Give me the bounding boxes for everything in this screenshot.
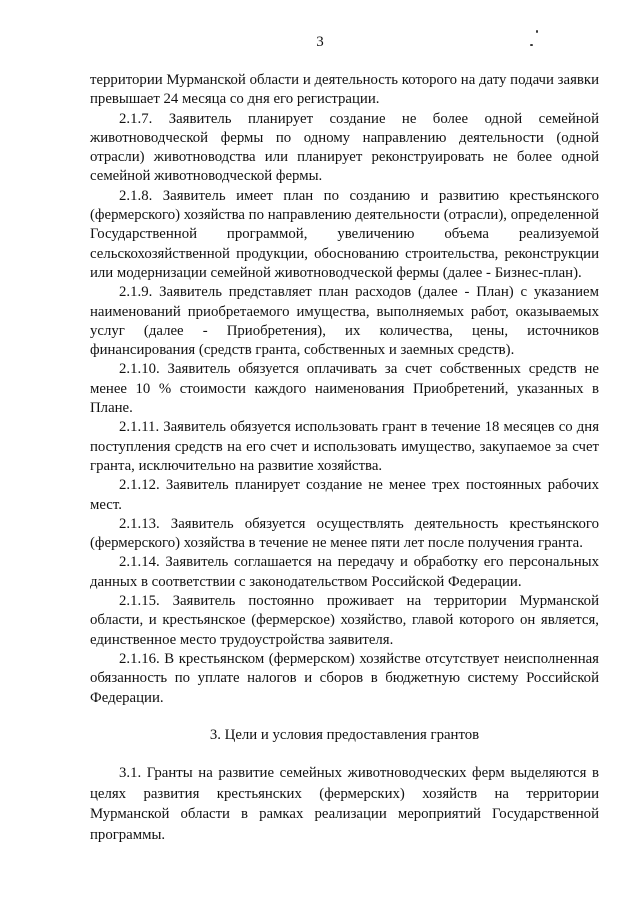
paragraph-2-1-12: 2.1.12. Заявитель планирует создание не менее трех постоянных рабочих мест. [90,477,599,513]
document-body [90,71,599,845]
paragraph-2-1-14: 2.1.14. Заявитель соглашается на передачу и обработку его персональных данных в соответствии с законодательством Российской Федерации. [90,554,599,590]
section-heading: 3. Цели и условия предоставления грантов [209,726,480,743]
paragraph-2-1-11: 2.1.11. Заявитель обязуется использовать грант в течение 18 месяцев со дня поступления средств на его счет и использовать имущество, закупаемое за счет гранта, исключительно на развитие хозяйства. [90,419,599,474]
paragraph-2-1-8: 2.1.8. Заявитель имеет план по созданию и развитию крестьянского (фермерского) хозяйства по направлению деятельности (отрасли), определенной Государственной программой, увеличению объема реализуемой сельскохозяйственной продукции, обоснованию строительства, реконструкции или модернизации семейной животноводческой фермы (далее - Бизнес-план). [90,187,599,281]
scan-speck [530,44,533,46]
paragraph-3-1: 3.1. Гранты на развитие семейных животноводческих ферм выделяются в целях развития крестьянских (фермерских) хозяйств на территории Мурманской области в рамках реализации мероприятий Государственной программы. [90,765,599,843]
paragraph-intro: территории Мурманской области и деятельность которого на дату подачи заявки превышает 24 месяца со дня его регистрации. [90,72,599,108]
paragraph-2-1-13: 2.1.13. Заявитель обязуется осуществлять деятельность крестьянского (фермерского) хозяйства в течение не менее пяти лет после получения гранта. [90,515,599,552]
paragraph-2-1-16: 2.1.16. В крестьянском (фермерском) хозяйстве отсутствует неисполненная обязанность по уплате налогов и сборов в бюджетную систему Российской Федерации. [90,650,599,706]
scan-speck [536,30,538,33]
page-number: 3 [316,34,324,50]
paragraph-2-1-15: 2.1.15. Заявитель постоянно проживает на территории Мурманской области, и крестьянское (фермерское) хозяйство, главой которого он является, единственное место трудоустройства заявителя. [90,593,599,648]
paragraph-2-1-10: 2.1.10. Заявитель обязуется оплачивать за счет собственных средств не менее 10 % стоимости каждого наименования Приобретений, указанных в Плане. [90,361,599,417]
paragraph-2-1-9: 2.1.9. Заявитель представляет план расходов (далее - План) с указанием наименований приобретаемого имущества, выполняемых работ, оказываемых услуг (далее - Приобретения), их количества, цены, источников финансирования (средств гранта, собственных и заемных средств). [90,284,599,359]
paragraph-2-1-7: 2.1.7. Заявитель планирует создание не более одной семейной животноводческой фермы по одному направлению деятельности (одной отрасли) животноводства или планирует реконструировать не более одной семейной животноводческой фермы. [90,110,599,185]
